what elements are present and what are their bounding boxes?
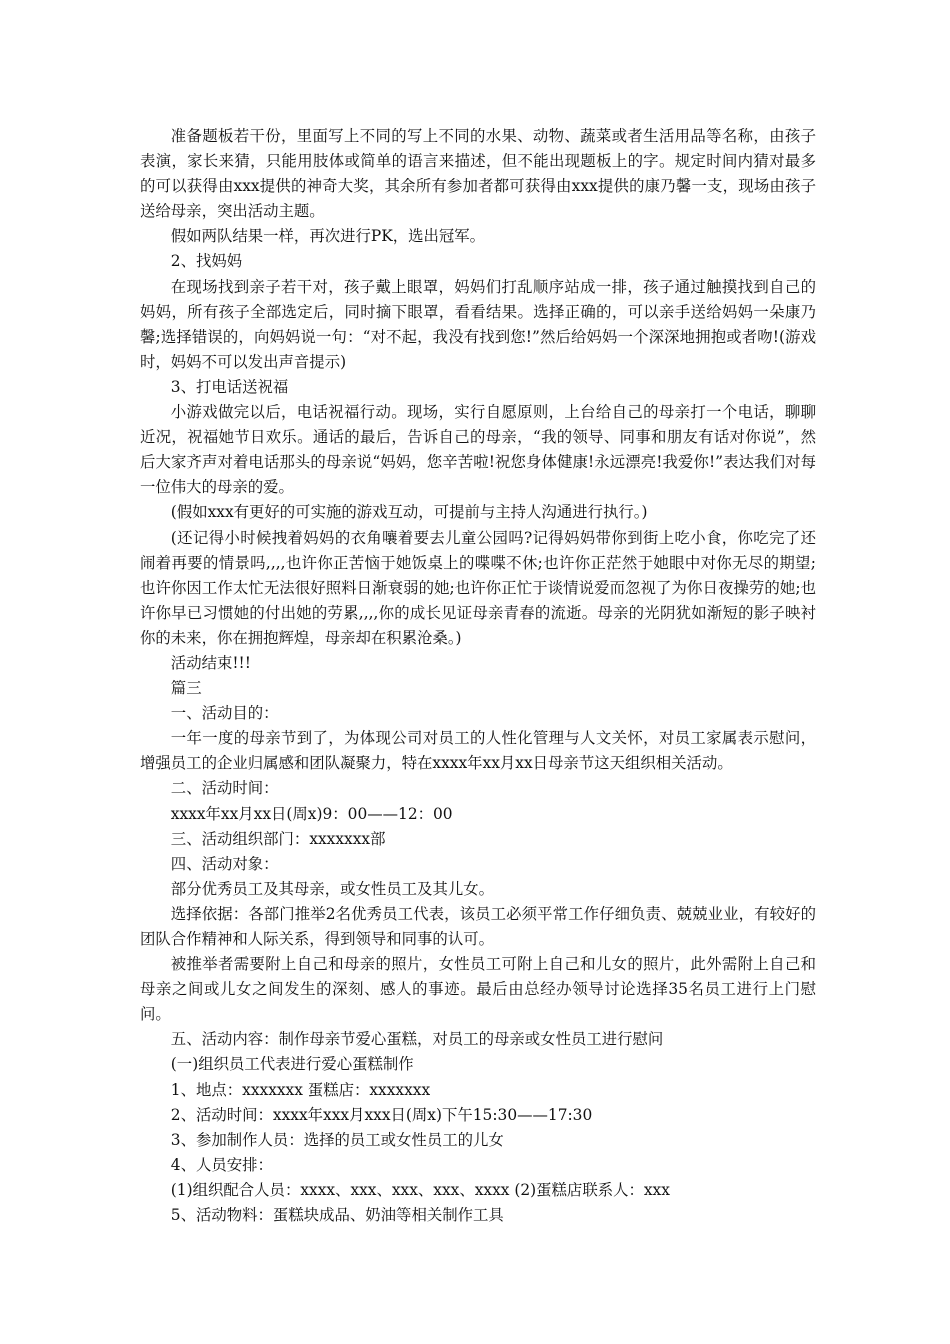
heading-purpose: 一、活动目的： (170, 704, 279, 723)
heading-time: 二、活动时间： (170, 779, 279, 798)
paragraph-tie-break: 假如两队结果一样，再次进行PK，选出冠军。 (170, 227, 486, 246)
paragraph-cake-making: (一)组织员工代表进行爱心蛋糕制作 (170, 1055, 414, 1074)
paragraph-memories: (还记得小时候拽着妈妈的衣角嚷着要去儿童公园吗?记得妈妈带你到街上吃小食，你吃完了还闹着再要的情景吗,,,,也许你正苦恼于她饭桌上的喋喋不休;也许你正茫然于她眼中对你无尽的期望;也许你因工作太忙无法很好照料日渐衰弱的她;也许你正忙于谈情说爱而忽视了为你日夜操劳的她;也许你早已习惯她的付出她的劳累,,,,你的成长见证母亲青春的流逝。母亲的光阴犹如渐短的影子映衬你的未来，你在拥抱辉煌，母亲却在积累沧桑。) (140, 528, 816, 647)
paragraph-event-end: 活动结束!!! (170, 653, 251, 672)
paragraph-materials: 5、活动物料：蛋糕块成品、奶油等相关制作工具 (170, 1206, 504, 1225)
paragraph-game-rules: 准备题板若干份，里面写上不同的写上不同的水果、动物、蔬菜或者生活用品等名称，由孩子表演，家长来猜，只能用肢体或简单的语言来描述，但不能出现题板上的字。规定时间内猜对最多的可以获得由xxx提供的神奇大奖，其余所有参加者都可获得由xxx提供的康乃馨一支，现场由孩子送给母亲，突出活动主题。 (140, 127, 816, 221)
paragraph-host-note: (假如xxx有更好的可实施的游戏互动，可提前与主持人沟通进行执行。) (170, 503, 648, 522)
heading-part-three: 篇三 (170, 679, 202, 698)
paragraph-nominee-photos: 被推举者需要附上自己和母亲的照片，女性员工可附上自己和儿女的照片，此外需附上自己和母亲之间或儿女之间发生的深刻、感人的事迹。最后由总经办领导讨论选择35名员工进行上门慰问。 (140, 955, 816, 1024)
heading-content: 五、活动内容：制作母亲节爱心蛋糕，对员工的母亲或女性员工进行慰问 (170, 1030, 664, 1049)
paragraph-location: 1、地点：xxxxxxx 蛋糕店：xxxxxxx (170, 1080, 431, 1099)
paragraph-phone-blessing: 小游戏做完以后，电话祝福行动。现场，实行自愿原则，上台给自己的母亲打一个电话，聊聊近况，祝福她节日欢乐。通话的最后，告诉自己的母亲，“我的领导、同事和朋友有话对你说”，然后大家齐声对着电话那头的母亲说“妈妈，您辛苦啦!祝您身体健康!永远漂亮!我爱你!”表达我们对每一位伟大的母亲的爱。 (140, 403, 816, 497)
paragraph-time: xxxx年xx月xx日(周x)9：00——12：00 (170, 804, 453, 823)
heading-find-mom: 2、找妈妈 (170, 252, 243, 271)
paragraph-purpose: 一年一度的母亲节到了，为体现公司对员工的人性化管理与人文关怀，对员工家属表示慰问，增强员工的企业归属感和团队凝聚力，特在xxxx年xx月xx日母亲节这天组织相关活动。 (140, 729, 816, 773)
heading-phone-blessing: 3、打电话送祝福 (170, 377, 289, 396)
paragraph-audience: 部分优秀员工及其母亲，或女性员工及其儿女。 (170, 879, 495, 898)
heading-audience: 四、活动对象： (170, 854, 279, 873)
paragraph-activity-time: 2、活动时间：xxxx年xxx月xxx日(周x)下午15:30——17:30 (170, 1105, 593, 1124)
paragraph-staff-list: (1)组织配合人员：xxxx、xxx、xxx、xxx、xxxx (2)蛋糕店联系人：xxx (170, 1180, 670, 1199)
paragraph-participants: 3、参加制作人员：选择的员工或女性员工的儿女 (170, 1130, 504, 1149)
document-body (140, 124, 816, 1228)
paragraph-find-mom: 在现场找到亲子若干对，孩子戴上眼罩，妈妈们打乱顺序站成一排，孩子通过触摸找到自己的妈妈，所有孩子全部选定后，同时摘下眼罩，看看结果。选择正确的，可以亲手送给妈妈一朵康乃馨;选择错误的，向妈妈说一句：“对不起，我没有找到您!”然后给妈妈一个深深地拥抱或者吻!(游戏时，妈妈不可以发出声音提示) (140, 277, 816, 371)
paragraph-staffing: 4、人员安排： (170, 1155, 273, 1174)
paragraph-selection-basis: 选择依据：各部门推举2名优秀员工代表，该员工必须平常工作仔细负责、兢兢业业，有较好的团队合作精神和人际关系，得到领导和同事的认可。 (140, 904, 816, 948)
paragraph-department: 三、活动组织部门：xxxxxxx部 (170, 829, 386, 848)
